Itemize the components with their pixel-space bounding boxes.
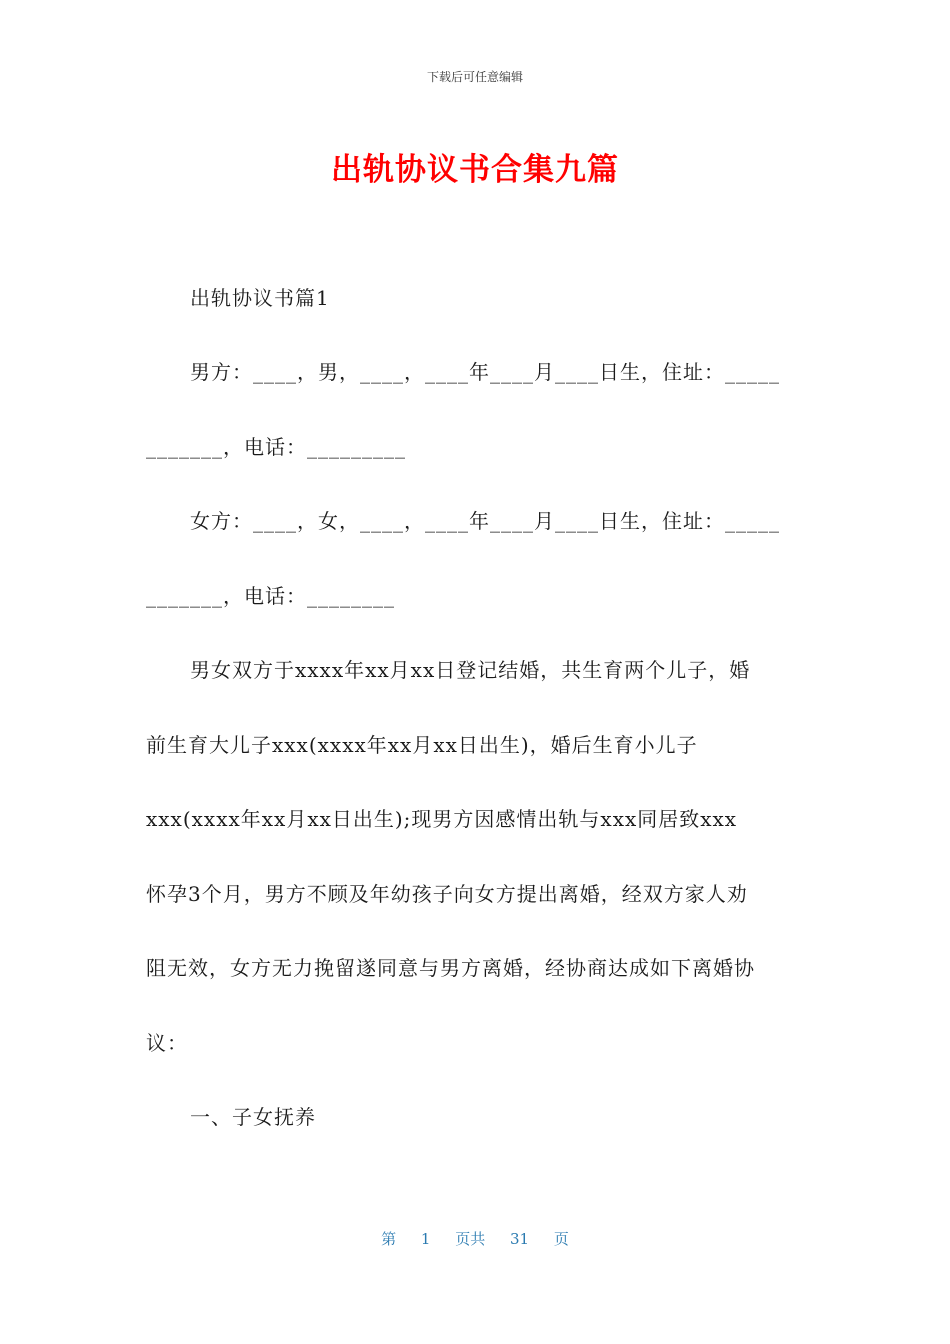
female-info-line-1: 女方：____，女，____，____年____月____日生，住址：_____ (190, 509, 780, 533)
paragraph-line: 男女双方于xxxx年xx月xx日登记结婚，共生育两个儿子，婚 (190, 658, 751, 682)
footer-page-label: 第 (381, 1230, 397, 1248)
female-info-line-2: _______，电话：________ (146, 584, 395, 608)
male-info-line-2: _______，电话：_________ (146, 435, 406, 459)
paragraph-line: 阻无效，女方无力挽留遂同意与男方离婚，经协商达成如下离婚协 (146, 956, 755, 980)
paragraph-line: xxx(xxxx年xx月xx日出生);现男方因感情出轨与xxx同居致xxx (146, 807, 738, 831)
header-note: 下载后可任意编辑 (426, 70, 523, 84)
paragraph-line: 怀孕3个月，男方不顾及年幼孩子向女方提出离婚，经双方家人劝 (146, 882, 748, 906)
male-info-line-1: 男方：____，男，____，____年____月____日生，住址：_____ (190, 360, 780, 384)
footer-total-pages: 31 (510, 1230, 530, 1248)
footer-page-sep: 页共 (455, 1230, 486, 1248)
item-heading-child-custody: 一、子女抚养 (190, 1105, 316, 1129)
paragraph-line: 前生育大儿子xxx(xxxx年xx月xx日出生)，婚后生育小儿子 (146, 733, 698, 757)
page-footer (0, 1228, 950, 1249)
section-heading: 出轨协议书篇1 (190, 286, 330, 310)
footer-page-suffix: 页 (553, 1230, 569, 1248)
footer-page-number: 1 (420, 1230, 431, 1248)
paragraph-line: 议： (146, 1031, 188, 1055)
document-title: 出轨协议书合集九篇 (331, 152, 619, 188)
